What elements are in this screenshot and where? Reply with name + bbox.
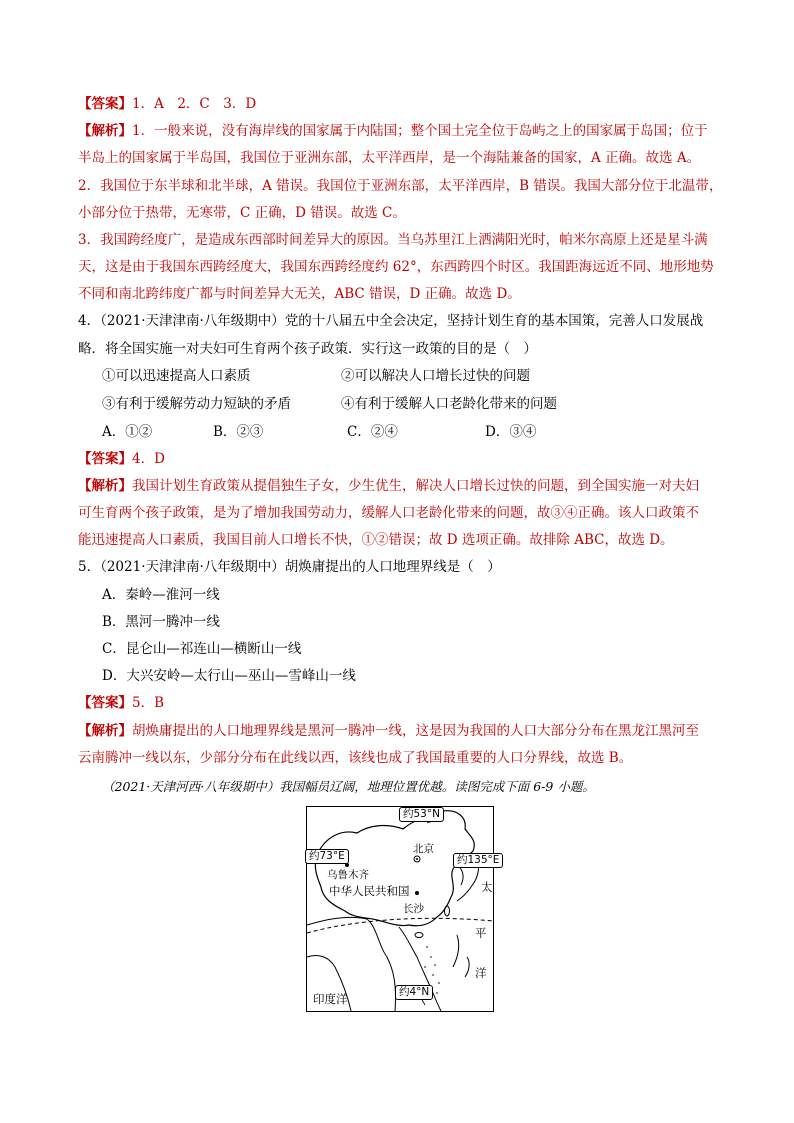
beijing-label: 北京 [413,843,434,855]
analysis-4-line-3: 能迅速提高人口素质，我国目前人口增长不快，①②错误；故 D 选项正确。故排除 ABC，故选 D。 [78,532,674,548]
analysis-1-line-6: 天，这是由于我国东西跨经度大，我国东西跨经度约 62°，东西跨四个时区。我国距海远近不同、地形地势 [78,259,714,275]
answer-5 [78,694,164,712]
analysis-text: 1．一般来说，没有海岸线的国家属于内陆国；整个国土完全位于岛屿之上的国家属于岛国；位于 [132,123,708,139]
questions-6-9-intro: （2021·天津河西·八年级期中）我国幅员辽阔，地理位置优越。读图完成下面 6-9 小题。 [102,779,595,794]
longitude-73e-callout: 约73°E [305,849,349,864]
question-5-stem: 5．（2021·天津津南·八年级期中）胡焕庸提出的人口地理界线是（ ） [78,559,501,575]
analysis-1-line-7: 不同和南北跨纬度广都与时间差异大无关，ABC 错误，D 正确。故选 D。 [78,286,521,302]
answer-text: 1．A 2．C 3．D [132,96,257,112]
country-label: 中华人民共和国 [329,884,410,898]
answer-1-3 [78,95,256,113]
q4-option-a: A．①② [102,424,153,440]
analysis-4-line-1 [78,477,699,495]
analysis-1-line-3: 2．我国位于东半球和北半球，A 错误。我国位于亚洲东部，太平洋西岸，B 错误。我国大部分位于北温带， [78,178,723,194]
analysis-1-line-2: 半岛上的国家属于半岛国，我国位于亚洲东部，太平洋西岸，是一个海陆兼备的国家，A 正确。故选 A。 [78,150,701,166]
analysis-1-line-5: 3．我国跨经度广，是造成东西部时间差异大的原因。当乌苏里江上洒满阳光时，帕米尔高原上还是星斗满 [78,232,708,248]
latitude-53n-callout: 约53°N [399,807,444,822]
map-graphic [307,807,493,1011]
question-4-stem-1: 4．（2021·天津津南·八年级期中）党的十八届五中全会决定，坚持计划生育的基本国策，完善人口发展战 [78,313,704,329]
q4-statement-1: ①可以迅速提高人口素质 [102,368,251,384]
q5-option-c: C．昆仑山—祁连山—横断山一线 [102,641,302,657]
pacific-label-yang: 洋 [475,966,487,980]
q5-option-b: B．黑河一腾冲一线 [102,614,220,630]
analysis-tag: 【解析】 [78,723,132,739]
q4-statement-2: ②可以解决人口增长过快的问题 [341,368,530,384]
q4-option-c: C．②④ [347,424,398,440]
china-location-map [306,806,500,1012]
pacific-label-tai: 太 [481,880,493,894]
q4-option-b: B．②③ [213,424,264,440]
changsha-label: 长沙 [403,903,424,915]
indian-ocean-label: 印度洋 [313,992,348,1006]
q5-option-a: A．秦岭—淮河一线 [102,587,220,603]
answer-4 [78,450,165,468]
urumqi-label: 乌鲁木齐 [327,869,369,881]
longitude-135e-callout: 约135°E [453,853,503,868]
analysis-5-line-2: 云南腾冲一线以东，少部分分布在此线以西，该线也成了我国最重要的人口分界线，故选 B。 [78,750,633,766]
analysis-tag: 【解析】 [78,478,132,494]
answer-text: 4．D [132,451,165,467]
answer-tag: 【答案】 [78,695,132,711]
q4-statement-3: ③有利于缓解劳动力短缺的矛盾 [102,396,291,412]
question-4-stem-2: 略．将全国实施一对夫妇可生育两个孩子政策．实行这一政策的目的是（ ） [78,341,537,357]
latitude-4n-callout: 约4°N [395,985,433,1000]
answer-tag: 【答案】 [78,96,132,112]
analysis-text: 我国计划生育政策从提倡独生子女，少生优生，解决人口增长过快的问题，到全国实施一对夫妇 [132,478,699,494]
q4-statement-4: ④有利于缓解人口老龄化带来的问题 [341,396,557,412]
analysis-4-line-2: 可生育两个孩子政策，是为了增加我国劳动力，缓解人口老龄化带来的问题，故③④正确。该人口政策不 [78,505,699,521]
q5-option-d: D．大兴安岭—太行山—巫山—雪峰山一线 [102,668,356,684]
answer-text: 5．B [132,695,165,711]
q4-option-d: D．③④ [485,424,537,440]
analysis-1-line-1 [78,122,708,140]
analysis-tag: 【解析】 [78,123,132,139]
answer-tag: 【答案】 [78,451,132,467]
pacific-label-ping: 平 [475,926,487,940]
analysis-text: 胡焕庸提出的人口地理界线是黑河一腾冲一线，这是因为我国的人口大部分分布在黑龙江黑河至 [132,723,699,739]
analysis-5-line-1 [78,722,699,740]
analysis-1-line-4: 小部分位于热带，无寒带，C 正确，D 错误。故选 C。 [78,205,406,221]
